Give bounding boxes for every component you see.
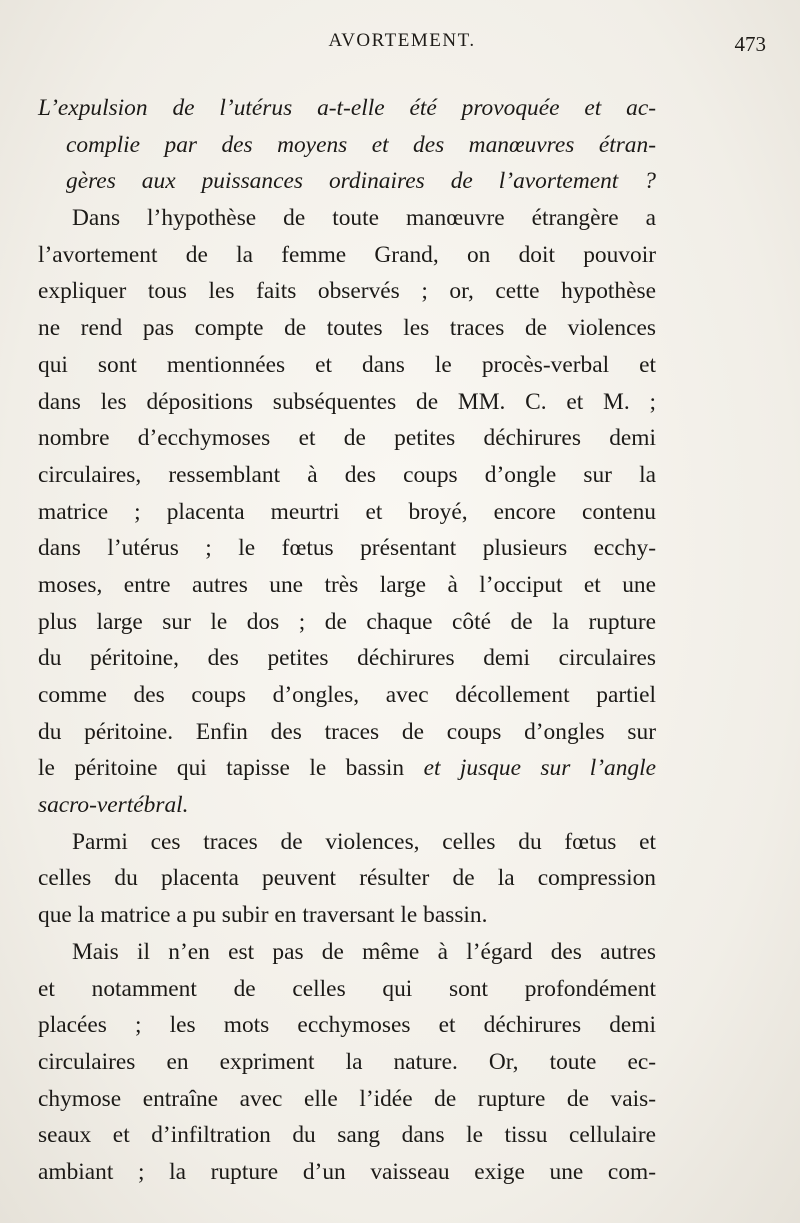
text-run: Dans l’hypothèse de toute manœuvre étrangère a xyxy=(72,205,656,232)
text-run: ne rend pas compte de toutes les traces de violences xyxy=(38,315,656,342)
text-line xyxy=(38,604,656,641)
italic-text: complie par des moyens et des manœuvres étran- xyxy=(66,131,656,158)
text-line xyxy=(38,347,656,384)
text-line xyxy=(38,163,656,200)
text-line xyxy=(38,494,656,531)
text-line xyxy=(38,384,656,421)
text-run: Mais il n’en est pas de même à l’égard des autres xyxy=(72,938,656,965)
text-line xyxy=(38,640,656,677)
text-line xyxy=(38,530,656,567)
text-line xyxy=(38,567,656,604)
text-run: du péritoine, des petites déchirures demi circulaires xyxy=(38,645,656,672)
text-line xyxy=(38,971,656,1008)
text-line xyxy=(38,273,656,310)
text-run: l’avortement de la femme Grand, on doit pouvoir xyxy=(38,241,656,268)
text-run: qui sont mentionnées et dans le procès-verbal et xyxy=(38,351,656,378)
page-header xyxy=(38,30,766,62)
text-run: ambiant ; la rupture d’un vaisseau exige une com- xyxy=(38,1158,656,1185)
italic-text: et jusque sur l’angle xyxy=(423,755,656,782)
text-run: que la matrice a pu subir en traversant le bassin. xyxy=(38,902,488,929)
italic-text: sacro-vertébral. xyxy=(38,792,189,819)
text-run: celles du placenta peuvent résulter de la compression xyxy=(38,865,656,892)
text-line xyxy=(38,237,656,274)
text-run: le péritoine qui tapisse le bassin xyxy=(38,755,424,782)
text-line xyxy=(38,860,656,897)
text-run: plus large sur le dos ; de chaque côté de la rupture xyxy=(38,608,656,635)
text-line xyxy=(38,310,656,347)
text-run: moses, entre autres une très large à l’occiput et une xyxy=(38,571,656,598)
italic-text: gères aux puissances ordinaires de l’avortement ? xyxy=(66,168,656,195)
text-line xyxy=(38,420,656,457)
text-line xyxy=(38,1007,656,1044)
text-run: dans l’utérus ; le fœtus présentant plusieurs ecchy- xyxy=(38,535,656,562)
text-run: seaux et d’infiltration du sang dans le tissu cellulaire xyxy=(38,1122,656,1149)
text-line xyxy=(38,1081,656,1118)
text-line xyxy=(38,200,656,237)
text-run: comme des coups d’ongles, avec décollement partiel xyxy=(38,682,656,708)
text-run: nombre d’ecchymoses et de petites déchirures demi xyxy=(38,425,656,452)
running-head: AVORTEMENT. xyxy=(328,30,476,51)
italic-text: L’expulsion de l’utérus a-t-elle été provoquée et ac- xyxy=(38,95,656,121)
text-line xyxy=(38,457,656,494)
text-run: chymose entraîne avec elle l’idée de rupture de vais- xyxy=(38,1085,656,1112)
text-run: circulaires en expriment la nature. Or, toute ec- xyxy=(38,1048,656,1075)
text-line xyxy=(38,1117,656,1154)
text-run: placées ; les mots ecchymoses et déchirures demi xyxy=(38,1012,656,1039)
text-line xyxy=(38,824,656,861)
body-text xyxy=(38,90,656,1191)
text-run: matrice ; placenta meurtri et broyé, encore contenu xyxy=(38,498,656,525)
text-line xyxy=(38,714,656,751)
text-run: et notamment de celles qui sont profondément xyxy=(38,975,656,1002)
text-line xyxy=(38,127,656,164)
text-line xyxy=(38,1154,656,1191)
text-line xyxy=(38,90,656,127)
text-run: Parmi ces traces de violences, celles du fœtus et xyxy=(72,828,656,855)
text-run: dans les dépositions subséquentes de MM. C. et M. ; xyxy=(38,388,656,415)
text-line xyxy=(38,787,656,824)
text-line xyxy=(38,750,656,787)
text-line xyxy=(38,1044,656,1081)
text-line xyxy=(38,897,656,934)
text-line xyxy=(38,934,656,971)
text-run: circulaires, ressemblant à des coups d’ongle sur la xyxy=(38,461,656,488)
page-number: 473 xyxy=(734,32,766,56)
text-run: expliquer tous les faits observés ; or, cette hypothèse xyxy=(38,278,656,305)
text-run: du péritoine. Enfin des traces de coups d’ongles sur xyxy=(38,718,656,745)
text-line xyxy=(38,677,656,714)
